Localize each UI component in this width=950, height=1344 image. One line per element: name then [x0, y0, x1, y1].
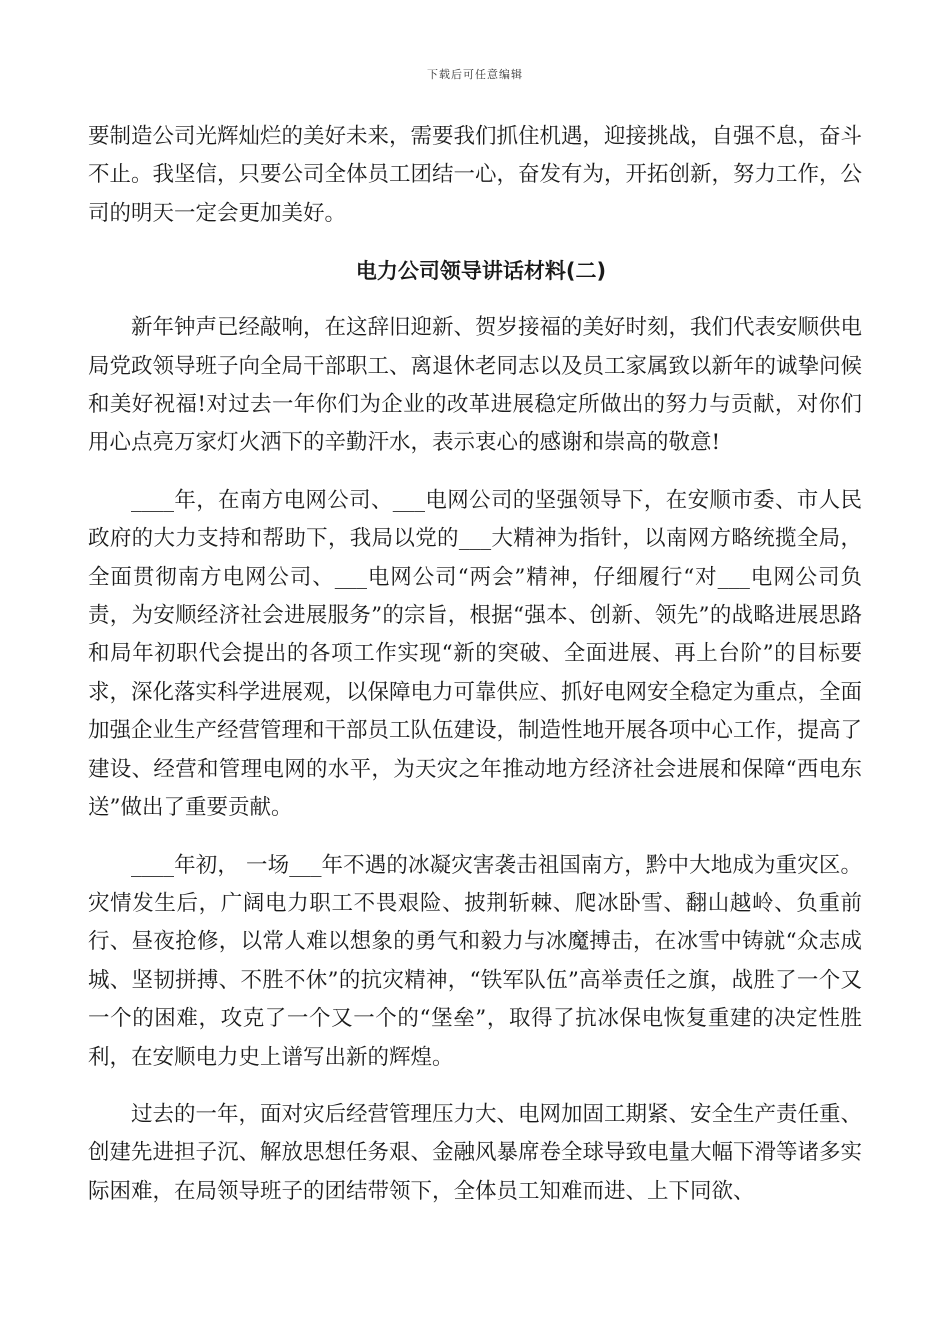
document-title: 电力公司领导讲话材料(二) [355, 259, 607, 284]
page-header-note: 下载后可任意编辑 [427, 68, 523, 81]
paragraph-ice-disaster: ____年初， 一场___年不遇的冰凝灾害袭击祖国南方，黔中大地成为重灾区。灾情发生后，广阔电力职工不畏艰险、披荆斩棘、爬冰卧雪、翻山越岭、负重前行、昼夜抢修，以常人难以想象的勇气和毅力与冰魔搏击，在冰雪中铸就“众志成城、坚韧拼搏、不胜不休”的抗灾精神，“铁军队伍”高举责任之旗，战胜了一个又一个的困难，攻克了一个又一个的“堡垒”，取得了抗冰保电恢复重建的决定性胜利，在安顺电力史上谱写出新的辉煌。 [88, 852, 862, 1070]
document-body [88, 118, 862, 1211]
paragraph-new-year-greeting: 新年钟声已经敲响，在这辞旧迎新、贺岁接福的美好时刻，我们代表安顺供电局党政领导班子向全局干部职工、离退休老同志以及员工家属致以新年的诚挚问候和美好祝福!对过去一年你们为企业的改革进展稳定所做出的努力与贡献，对你们用心点亮万家灯火洒下的辛勤汗水，表示衷心的感谢和崇高的敬意! [88, 315, 863, 456]
paragraph-past-year-difficulties: 过去的一年，面对灾后经营管理压力大、电网加固工期紧、安全生产责任重、创建先进担子沉、解放思想任务艰、金融风暴席卷全球导致电量大幅下滑等诸多实际困难，在局领导班子的团结带领下，全体员工知难而进、上下同欲、 [88, 1101, 863, 1204]
paragraph-annual-work-summary: ____年，在南方电网公司、___电网公司的坚强领导下，在安顺市委、市人民政府的大力支持和帮助下，我局以党的___大精神为指针，以南网方略统揽全局，全面贯彻南方电网公司、___电网公司“两会”精神，仔细履行“对___电网公司负责，为安顺经济社会进展服务”的宗旨，根据“强本、创新、领先”的战略进展思路和局年初职代会提出的各项工作实现“新的突破、全面进展、再上台阶”的目标要求，深化落实科学进展观，以保障电力可靠供应、抓好电网安全稳定为重点，全面加强企业生产经营管理和干部员工队伍建设，制造性地开展各项中心工作，提高了建设、经营和管理电网的水平，为天灾之年推动地方经济社会进展和保障“西电东送”做出了重要贡献。 [88, 487, 863, 821]
intro-paragraph: 要制造公司光辉灿烂的美好未来，需要我们抓住机遇，迎接挑战，自强不息，奋斗不止。我坚信，只要公司全体员工团结一心，奋发有为，开拓创新，努力工作，公司的明天一定会更加美好。 [88, 124, 863, 226]
